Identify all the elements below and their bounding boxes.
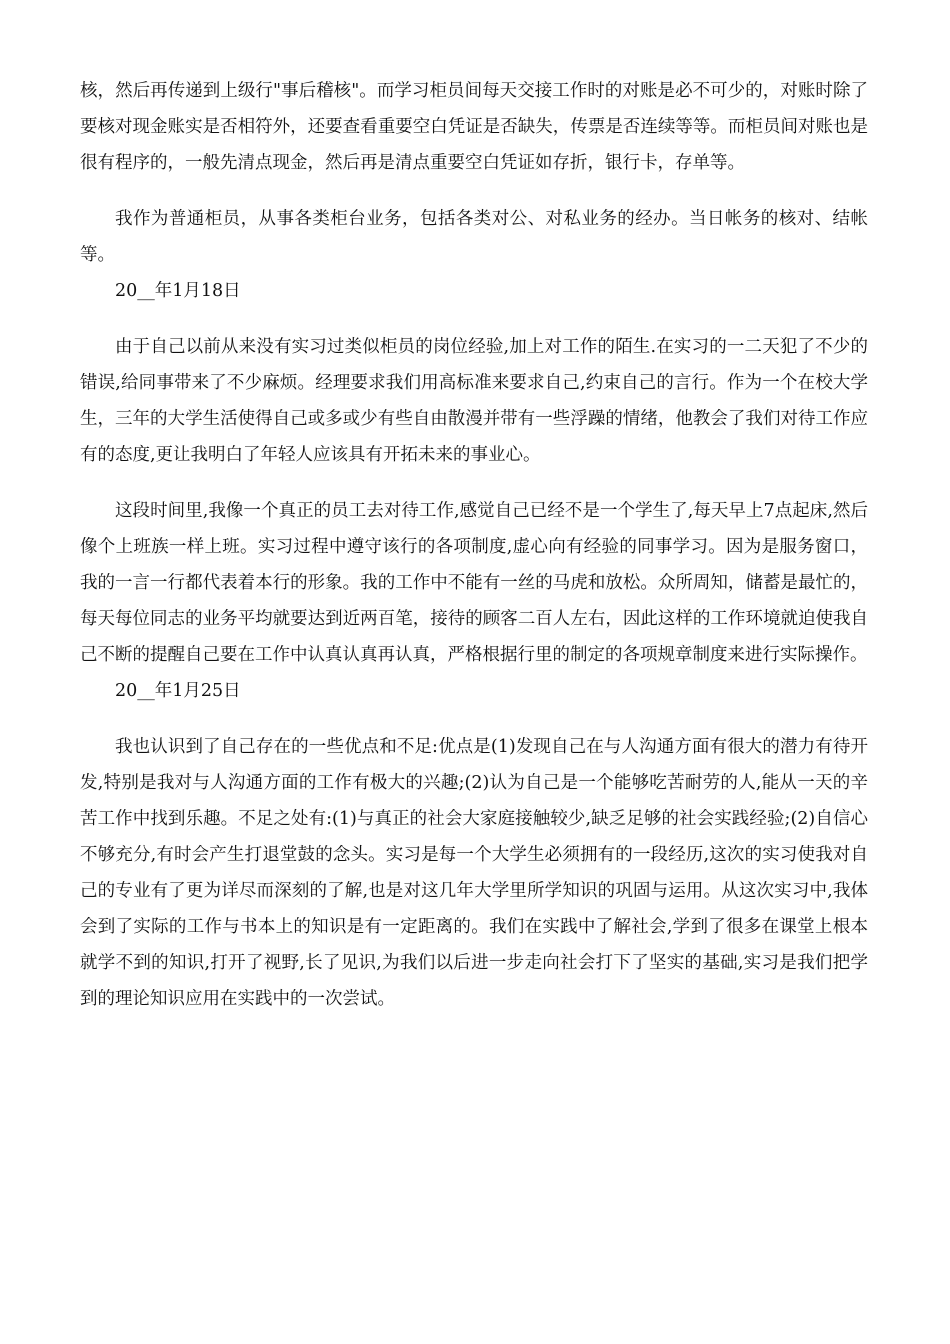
date-heading-jan-25: 20__年1月25日 [115,681,241,701]
paragraph-continued: 核，然后再传递到上级行"事后稽核"。而学习柜员间每天交接工作时的对账是必不可少的，对账时除了要核对现金账实是否相符外，还要查看重要空白凭证是否缺失，传票是否连续等等。而柜员间对账也是很有程序的，一般先清点现金，然后再是清点重要空白凭证如存折，银行卡，存单等。 [80,81,868,173]
paragraph-work-attitude: 这段时间里,我像一个真正的员工去对待工作,感觉自己已经不是一个学生了,每天早上7点起床,然后像个上班族一样上班。实习过程中遵守该行的各项制度,虚心向有经验的同事学习。因为是服务窗口，我的一言一行都代表着本行的形象。我的工作中不能有一丝的马虎和放松。众所周知，储蓄是最忙的，每天每位同志的业务平均就要达到近两百笔，接待的顾客二百人左右，因此这样的工作环境就迫使我自己不断的提醒自己要在工作中认真认真再认真，严格根据行里的制定的各项规章制度来进行实际操作。 [80,501,868,665]
date-heading-jan-18: 20__年1月18日 [115,281,241,301]
paragraph-early-mistakes: 由于自己以前从来没有实习过类似柜员的岗位经验,加上对工作的陌生.在实习的一二天犯了不少的错误,给同事带来了不少麻烦。经理要求我们用高标准来要求自己,约束自己的言行。作为一个在校大学生，三年的大学生活使得自己或多或少有些自由散漫并带有一些浮躁的情绪，他教会了我们对待工作应有的态度,更让我明白了年轻人应该具有开拓未来的事业心。 [80,337,868,465]
document-page [80,73,868,1017]
paragraph-duties: 我作为普通柜员，从事各类柜台业务，包括各类对公、对私业务的经办。当日帐务的核对、结帐等。 [80,209,868,265]
paragraph-reflection: 我也认识到了自己存在的一些优点和不足:优点是(1)发现自己在与人沟通方面有很大的潜力有待开发,特别是我对与人沟通方面的工作有极大的兴趣;(2)认为自己是一个能够吃苦耐劳的人,能从一天的辛苦工作中找到乐趣。不足之处有:(1)与真正的社会大家庭接触较少,缺乏足够的社会实践经验;(2)自信心不够充分,有时会产生打退堂鼓的念头。实习是每一个大学生必须拥有的一段经历,这次的实习使我对自己的专业有了更为详尽而深刻的了解,也是对这几年大学里所学知识的巩固与运用。从这次实习中,我体会到了实际的工作与书本上的知识是有一定距离的。我们在实践中了解社会,学到了很多在课堂上根本就学不到的知识,打开了视野,长了见识,为我们以后进一步走向社会打下了坚实的基础,实习是我们把学到的理论知识应用在实践中的一次尝试。 [80,737,868,1009]
